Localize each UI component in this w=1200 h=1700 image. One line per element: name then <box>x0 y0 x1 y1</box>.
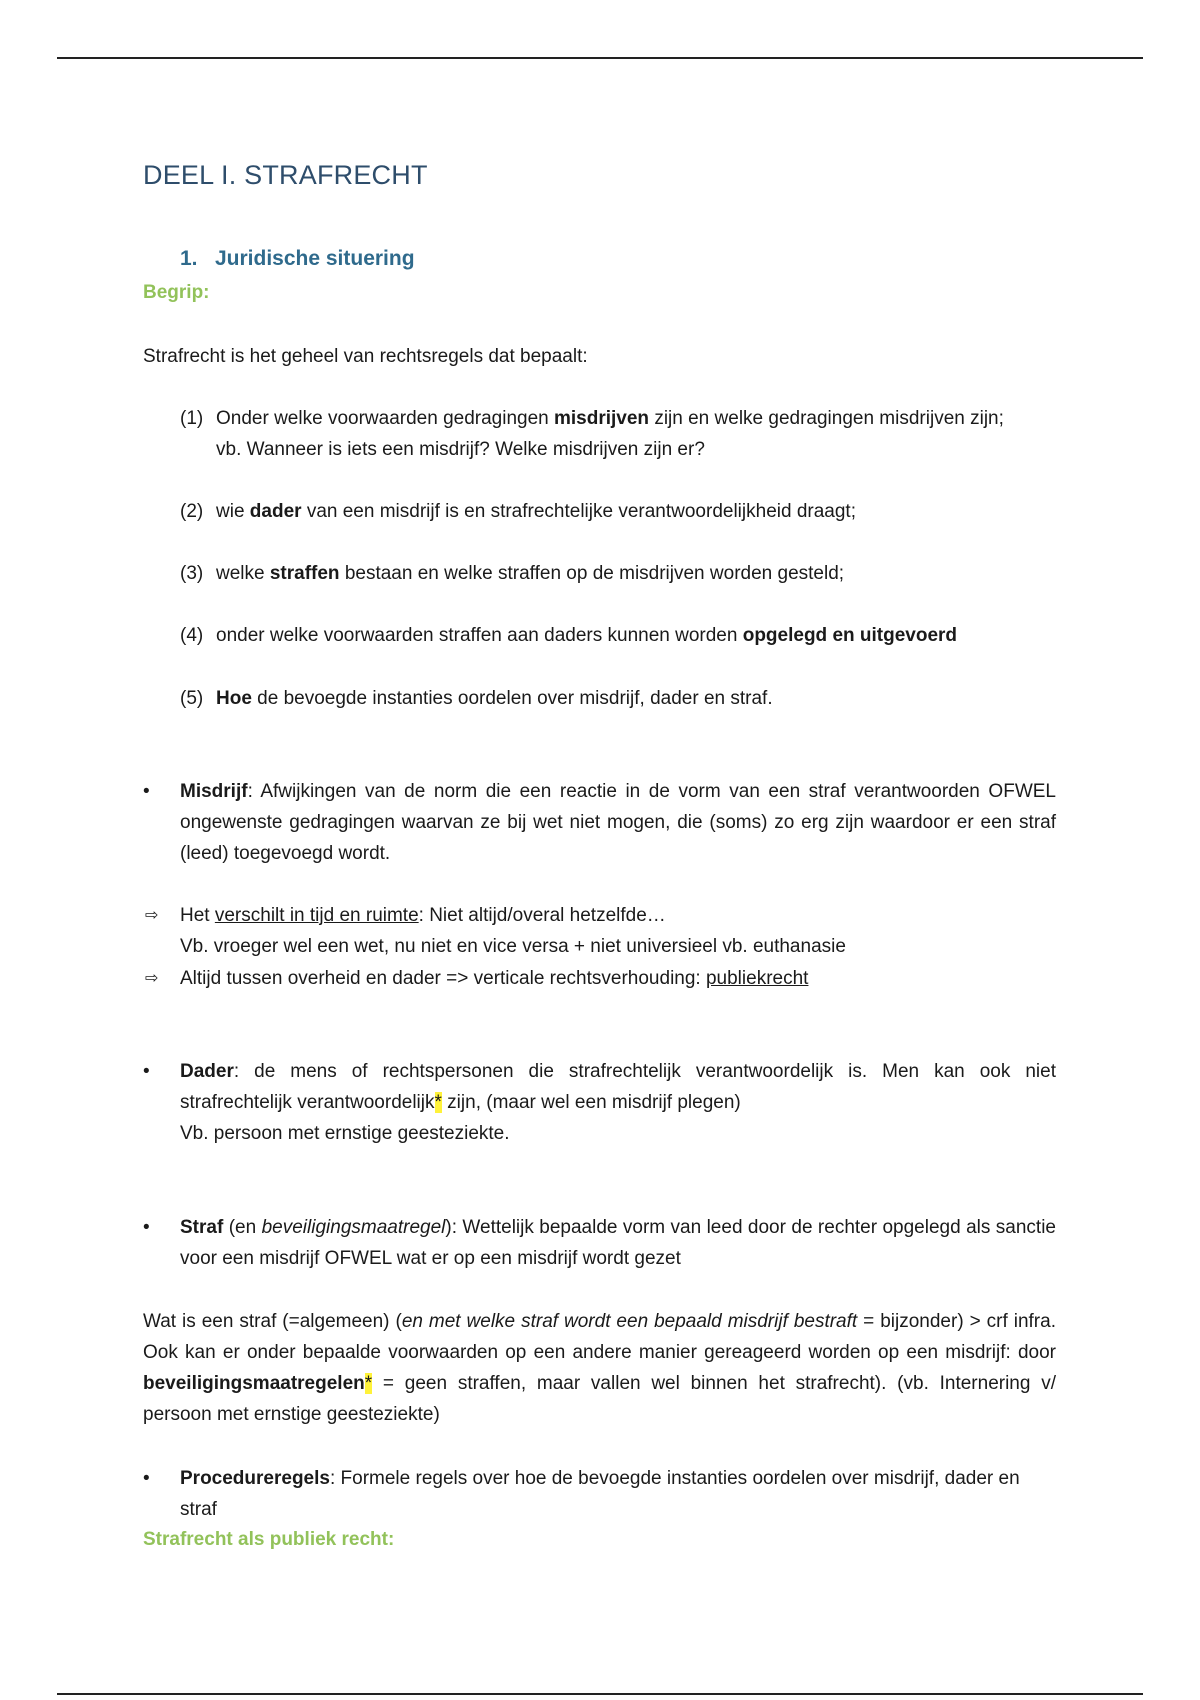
bottom-rule <box>57 1693 1143 1695</box>
numbered-item-4: (4) onder welke voorwaarden straffen aan daders kunnen worden opgelegd en uitgevoerd <box>180 620 1056 651</box>
item-marker: (4) <box>180 625 204 646</box>
section-number: 1. <box>180 247 198 270</box>
bullet-icon: • <box>143 1468 150 1489</box>
page-title: DEEL I. STRAFRECHT <box>143 160 428 190</box>
section-heading <box>180 247 415 271</box>
numbered-item-2: (2) wie dader van een misdrijf is en strafrechtelijke verantwoordelijkheid draagt; <box>180 496 1056 527</box>
bullet-straf: • Straf (en beveiligingsmaatregel): Wettelijk bepaalde vorm van leed door de rechter opgelegd als sanctie voor een misdrijf OFWEL wat er op een misdrijf wordt gezet <box>143 1212 1056 1274</box>
item-marker: (3) <box>180 563 204 584</box>
bullet-icon: • <box>143 1217 150 1238</box>
item-marker: (1) <box>180 408 204 429</box>
term-dader: Dader <box>180 1061 234 1082</box>
numbered-item-1: (1) Onder welke voorwaarden gedragingen misdrijven zijn en welke gedragingen misdrijven zijn; vb. Wanneer is iets een misdrijf? Welke misdrijven zijn er? <box>180 403 1056 465</box>
item-marker: (2) <box>180 501 204 522</box>
highlight-star: * <box>364 1373 373 1394</box>
numbered-item-5: (5) Hoe de bevoegde instanties oordelen over misdrijf, dader en straf. <box>180 683 1056 714</box>
intro-text: Strafrecht is het geheel van rechtsregels dat bepaalt: <box>143 346 588 367</box>
bullet-icon: • <box>143 781 150 802</box>
arrow-right-icon: ⇨ <box>145 970 159 987</box>
bullet-misdrijf: • Misdrijf: Afwijkingen van de norm die een reactie in de vorm van een straf verantwoorden OFWEL ongewenste gedragingen waarvan ze bij wet niet mogen, die (soms) zo erg zijn waardoor er een straf (leed) toegevoegd wordt. <box>143 776 1056 869</box>
begrip-label: Begrip: <box>143 282 210 303</box>
numbered-item-3: (3) welke straffen bestaan en welke straffen op de misdrijven worden gesteld; <box>180 558 1056 589</box>
term-misdrijf: Misdrijf <box>180 781 248 802</box>
term-straf: Straf <box>180 1217 224 1238</box>
arrow-item-1: ⇨ Het verschilt in tijd en ruimte: Niet altijd/overal hetzelfde… Vb. vroeger wel een wet, nu niet en vice versa + niet universieel vb. euthanasie <box>143 900 1056 962</box>
publiek-recht-label: Strafrecht als publiek recht: <box>143 1529 395 1550</box>
item-marker: (5) <box>180 688 204 709</box>
bullet-icon: • <box>143 1061 150 1082</box>
term-beveiligingsmaatregelen: beveiligingsmaatregelen <box>143 1373 365 1394</box>
bullet-dader: • Dader: de mens of rechtspersonen die strafrechtelijk verantwoordelijk is. Men kan ook niet strafrechtelijk verantwoordelijk* zijn, (maar wel een misdrijf plegen) Vb. persoon met ernstige geesteziekte. <box>143 1056 1056 1149</box>
term-procedureregels: Procedureregels <box>180 1468 330 1489</box>
section-title: Juridische situering <box>215 247 415 270</box>
item-keyword: dader <box>249 501 302 522</box>
top-rule <box>57 57 1143 59</box>
highlight-star: * <box>434 1092 442 1113</box>
item-keyword: misdrijven <box>554 408 650 429</box>
item-keyword: straffen <box>269 563 340 584</box>
item-keyword: opgelegd en uitgevoerd <box>742 625 958 646</box>
bullet-procedureregels: • Procedureregels: Formele regels over hoe de bevoegde instanties oordelen over misdrijf, dader en straf <box>143 1463 1056 1525</box>
arrow-item-2: ⇨ Altijd tussen overheid en dader => verticale rechtsverhouding: publiekrecht <box>143 963 1056 994</box>
arrow-right-icon: ⇨ <box>145 907 159 924</box>
item-keyword: Hoe <box>216 688 252 709</box>
straf-paragraph: Wat is een straf (=algemeen) (en met welke straf wordt een bepaald misdrijf bestraft = bijzonder) > crf infra. Ook kan er onder bepaalde voorwaarden op een andere manier gereageerd worden op een misdrijf: door beveiligingsmaatregelen* = geen straffen, maar vallen wel binnen het strafrecht). (vb. Internering v/ persoon met ernstige geesteziekte) <box>143 1311 1056 1425</box>
publiekrecht-link: publiekrecht <box>705 968 809 989</box>
